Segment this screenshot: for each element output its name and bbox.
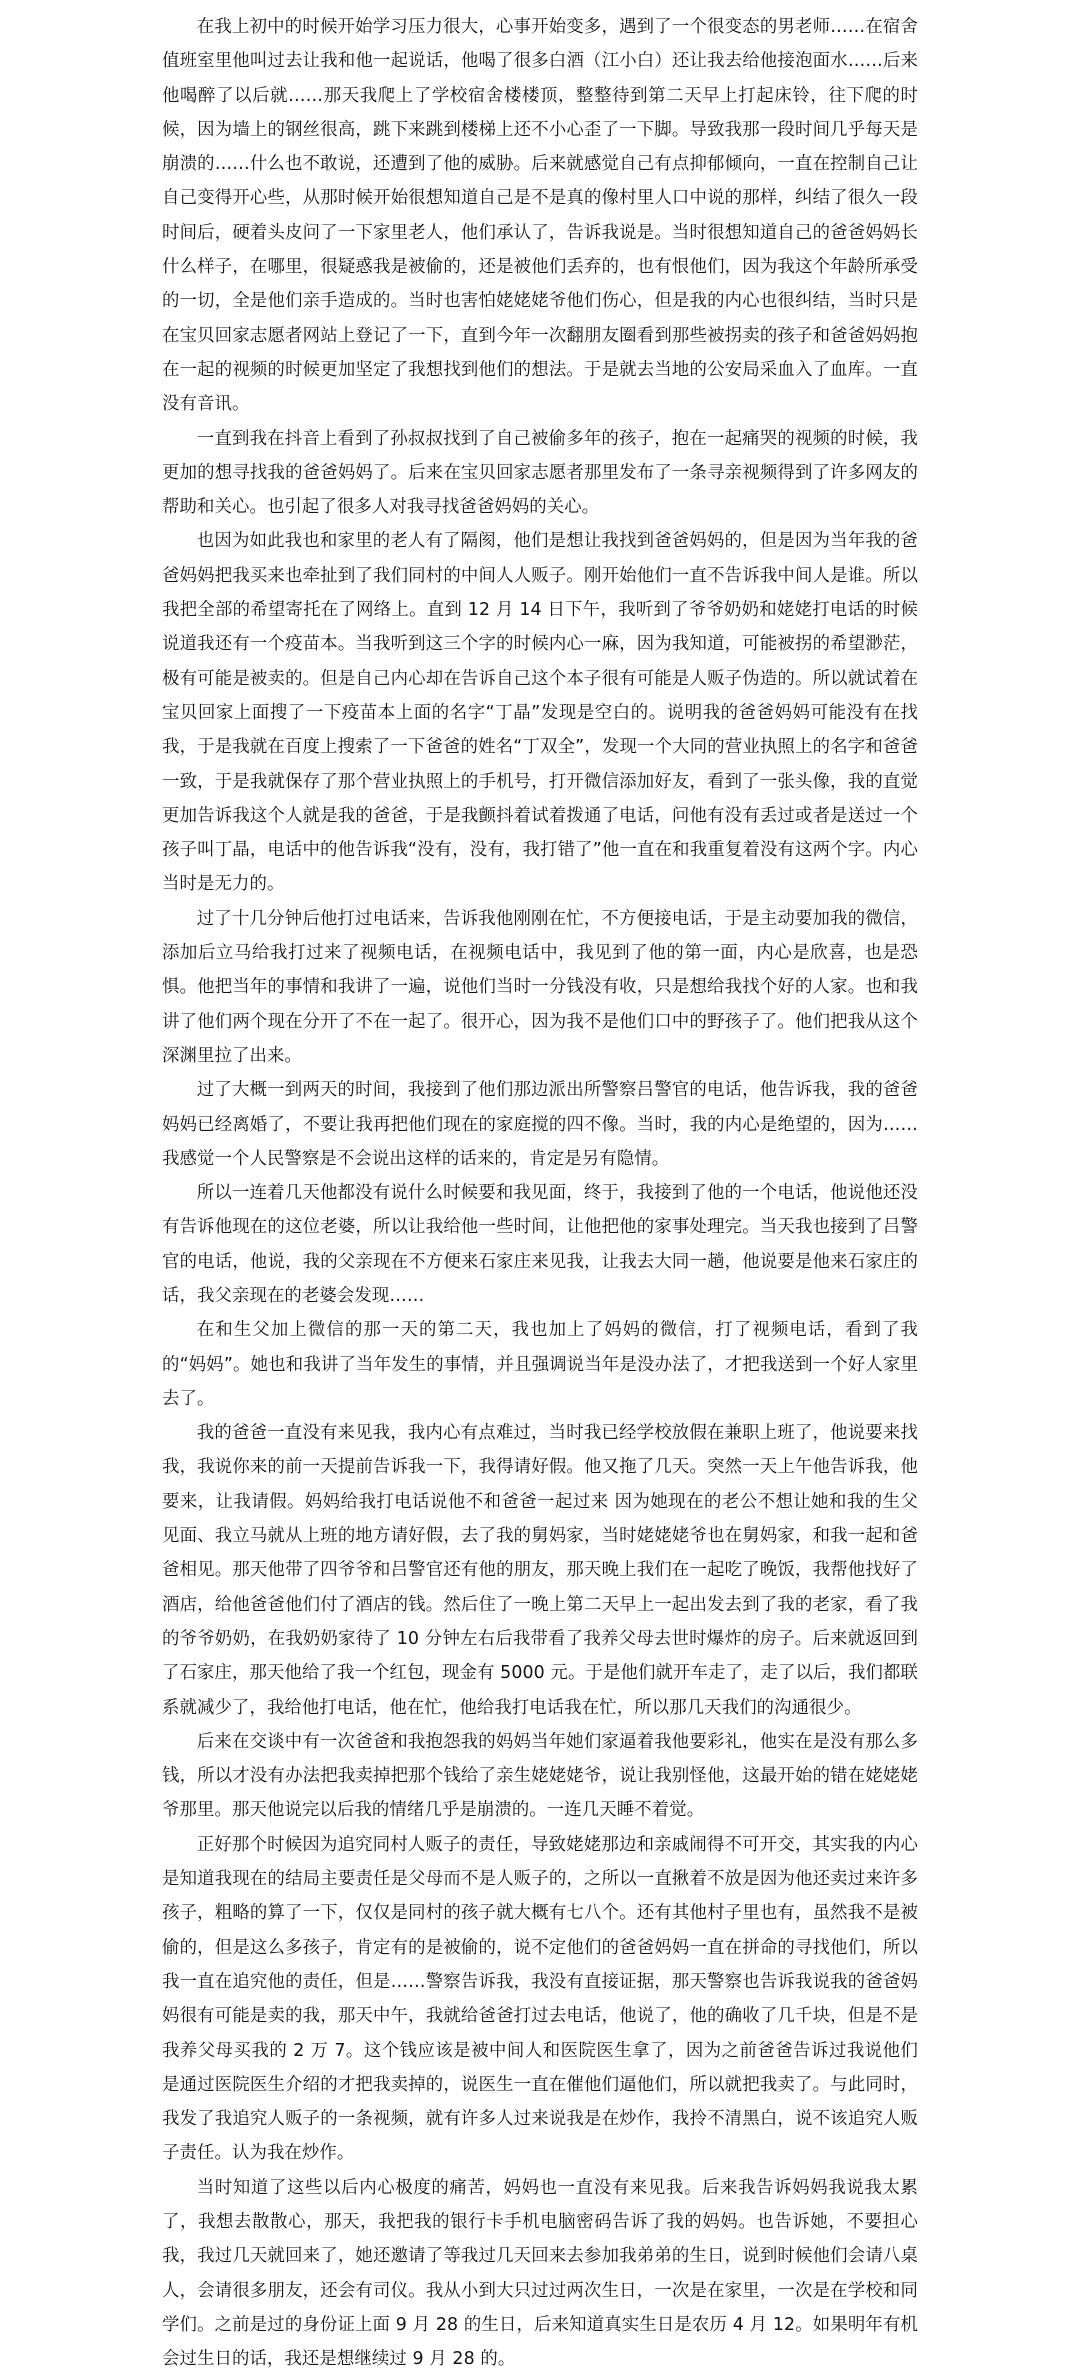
paragraph: 过了大概一到两天的时间，我接到了他们那边派出所警察吕警官的电话，他告诉我，我的爸爸妈妈已经离婚了，不要让我再把他们现在的家庭搅的四不像。当时，我的内心是绝望的，因为……我感觉一个人民警察是不会说出这样的话来的，肯定是另有隐情。 [162,1080,918,1169]
paragraph: 过了十几分钟后他打过电话来，告诉我他刚刚在忙，不方便接电话，于是主动要加我的微信，添加后立马给我打过来了视频电话，在视频电话中，我见到了他的第一面，内心是欣喜，也是恐惧。他把当年的事情和我讲了一遍，说他们当时一分钱没有收，只是想给我找个好的人家。也和我讲了他们两个现在分开了不在一起了。很开心，因为我不是他们口中的野孩子了。他们把我从这个深渊里拉了出来。 [162,908,918,1066]
paragraph: 我的爸爸一直没有来见我，我内心有点难过，当时我已经学校放假在兼职上班了，他说要来找我，我说你来的前一天提前告诉我一下，我得请好假。他又拖了几天。突然一天上午他告诉我，他要来，让我请假。妈妈给我打电话说他不和爸爸一起过来 因为她现在的老公不想让她和我的生父见面、我立马就从上班的地方请好假，去了我的舅妈家，当时姥姥姥爷也在舅妈家，和我一起和爸爸相见。那天他带了四爷爷和吕警官还有他的朋友，那天晚上我们在一起吃了晚饭，我帮他找好了酒店，给他爸爸他们付了酒店的钱。然后住了一晚上第二天早上一起出发去到了我的老家，看了我的爷爷奶奶，在我奶奶家待了 10 分钟左右后我带看了我养父母去世时爆炸的房子。后来就返回到了石家庄，那天他给了我一个红包，现金有 5000 元。于是他们就开车走了，走了以后，我们都联系就减少了，我给他打电话，他在忙，他给我打电话我在忙，所以那几天我们的沟通很少。 [162,1423,918,1718]
paragraph: 正好那个时候因为追究同村人贩子的责任，导致姥姥那边和亲戚闹得不可开交，其实我的内心是知道我现在的结局主要责任是父母而不是人贩子的，之所以一直揪着不放是因为他还卖过来许多孩子，粗略的算了一下，仅仅是同村的孩子就大概有七八个。还有其他村子里也有，虽然我不是被偷的，但是这么多孩子，肯定有的是被偷的，说不定他们的爸爸妈妈一直在拼命的寻找他们，所以我一直在追究他的责任，但是……警察告诉我，我没有直接证据，那天警察也告诉我说我的爸爸妈妈很有可能是卖的我，那天中午，我就给爸爸打过去电话，他说了，他的确收了几千块，但是不是我养父母买我的 2 万 7。这个钱应该是被中间人和医院医生拿了，因为之前爸爸告诉过我说他们是通过医院医生介绍的才把我卖掉的，说医生一直在催他们逼他们，所以就把我卖了。与此同时，我发了我追究人贩子的一条视频，就有许多人过来说我是在炒作，我拎不清黑白，说不该追究人贩子责任。认为我在炒作。 [162,1834,918,2164]
paragraph: 在我上初中的时候开始学习压力很大，心事开始变多，遇到了一个很变态的男老师……在宿舍值班室里他叫过去让我和他一起说话，他喝了很多白酒（江小白）还让我去给他接泡面水……后来他喝醉了以后就……那天我爬上了学校宿舍楼楼顶，整整待到第二天早上打起床铃，往下爬的时候，因为墙上的钢丝很高，跳下来跳到楼梯上还不小心歪了一下脚。导致我那一段时间几乎每天是崩溃的……什么也不敢说，还遭到了他的威胁。后来就感觉自己有点抑郁倾向，一直在控制自己让自己变得开心些，从那时候开始很想知道自己是不是真的像村里人口中说的那样，纠结了很久一段时间后，硬着头皮问了一下家里老人，他们承认了，告诉我说是。当时很想知道自己的爸爸妈妈长什么样子，在哪里，很疑惑我是被偷的，还是被他们丢弃的，也有恨他们，因为我这个年龄所承受的一切，全是他们亲手造成的。当时也害怕姥姥姥爷他们伤心，但是我的内心也很纠结，当时只是在宝贝回家志愿者网站上登记了一下，直到今年一次翻朋友圈看到那些被拐卖的孩子和爸爸妈妈抱在一起的视频的时候更加坚定了我想找到他们的想法。于是就去当地的公安局采血入了血库。一直没有音讯。 [162,17,918,415]
document-body [162,10,918,2376]
paragraph: 后来在交谈中有一次爸爸和我抱怨我的妈妈当年她们家逼着我他要彩礼，他实在是没有那么多钱，所以才没有办法把我卖掉把那个钱给了亲生姥姥姥爷，说让我别怪他，这最开始的错在姥姥姥爷那里。那天他说完以后我的情绪几乎是崩溃的。一连几天睡不着觉。 [162,1731,918,1821]
paragraph: 一直到我在抖音上看到了孙叔叔找到了自己被偷多年的孩子，抱在一起痛哭的视频的时候，我更加的想寻找我的爸爸妈妈了。后来在宝贝回家志愿者那里发布了一条寻亲视频得到了许多网友的帮助和关心。也引起了很多人对我寻找爸爸妈妈的关心。 [162,428,918,518]
paragraph: 也因为如此我也和家里的老人有了隔阂，他们是想让我找到爸爸妈妈的，但是因为当年我的爸爸妈妈把我买来也牵扯到了我们同村的中间人人贩子。刚开始他们一直不告诉我中间人是谁。所以我把全部的希望寄托在了网络上。直到 12 月 14 日下午，我听到了爷爷奶奶和姥姥打电话的时候说道我还有一个疫苗本。当我听到这三个字的时候内心一麻，因为我知道，可能被拐的希望渺茫，极有可能是被卖的。但是自己内心却在告诉自己这个本子很有可能是人贩子伪造的。所以就试着在宝贝回家上面搜了一下疫苗本上面的名字“丁晶”发现是空白的。说明我的爸爸妈妈可能没有在找我，于是我就在百度上搜索了一下爸爸的姓名“丁双全”，发现一个大同的营业执照上的名字和爸爸一致，于是我就保存了那个营业执照上的手机号，打开微信添加好友，看到了一张头像，我的直觉更加告诉我这个人就是我的爸爸，于是我颤抖着试着拨通了电话，问他有没有丢过或者是送过一个孩子叫丁晶，电话中的他告诉我“没有，没有，我打错了”他一直在和我重复着没有这两个字。内心当时是无力的。 [162,531,918,895]
paragraph: 所以一连着几天他都没有说什么时候要和我见面，终于，我接到了他的一个电话，他说他还没有告诉他现在的这位老婆，所以让我给他一些时间，让他把他的家事处理完。当天我也接到了吕警官的电话，他说，我的父亲现在不方便来石家庄来见我，让我去大同一趟，他说要是他来石家庄的话，我父亲现在的老婆会发现…… [162,1183,918,1306]
paragraph: 在和生父加上微信的那一天的第二天，我也加上了妈妈的微信，打了视频电话，看到了我的“妈妈”。她也和我讲了当年发生的事情，并且强调说当年是没办法了，才把我送到一个好人家里去了。 [162,1320,918,1409]
paragraph: 当时知道了这些以后内心极度的痛苦，妈妈也一直没有来见我。后来我告诉妈妈我说我太累了，我想去散散心，那天，我把我的银行卡手机电脑密码告诉了我的妈妈。也告诉她，不要担心我，我过几天就回来了，她还邀请了等我过几天回来去参加我弟弟的生日，说到时候他们会请八桌人，会请很多朋友，还会有司仪。我从小到大只过过两次生日，一次是在家里，一次是在学校和同学们。之前是过的身份证上面 9 月 28 的生日，后来知道真实生日是农历 4 月 12。如果明年有机会过生日的话，我还是想继续过 9 月 28 的。 [162,2177,918,2370]
